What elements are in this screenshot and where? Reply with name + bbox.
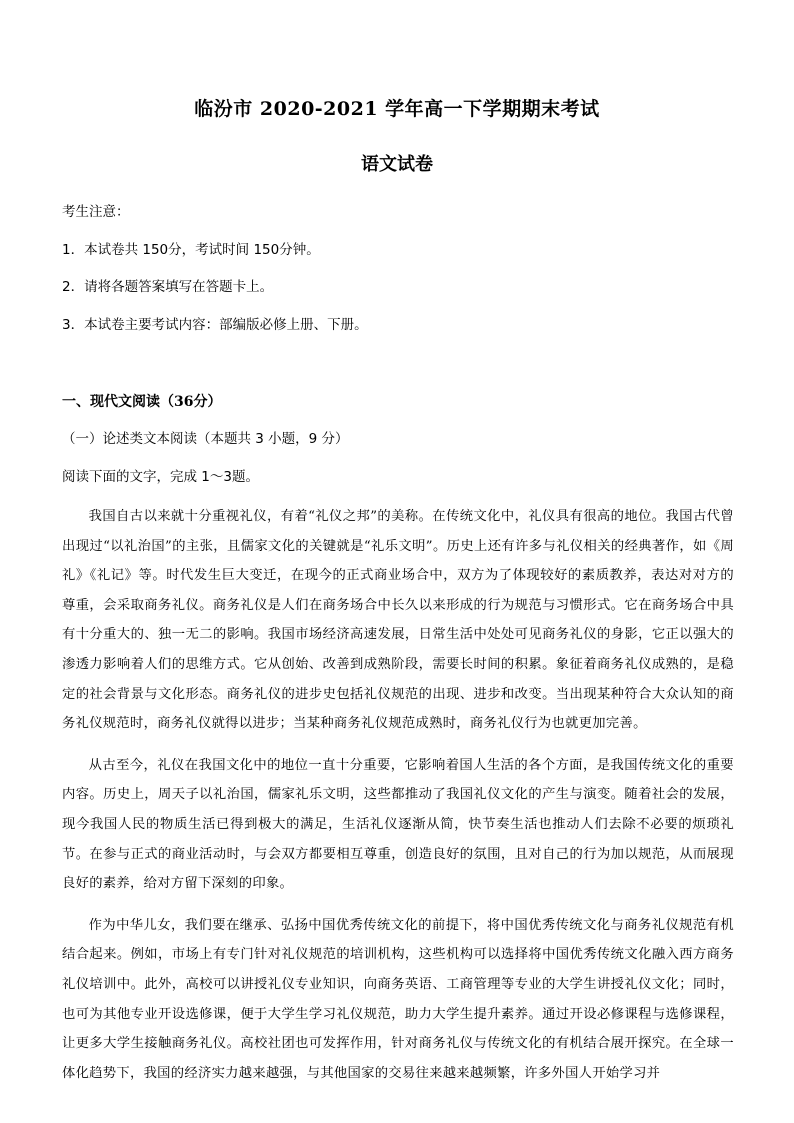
passage-paragraph: 从古至今，礼仪在我国文化中的地位一直十分重要，它影响着国人生活的各个方面，是我国传统文化的重要内容。历史上，周天子以礼治国，儒家礼乐文明，这些都推动了我国礼仪文化的产生与演变。随着社会的发展，现今我国人民的物质生活已得到极大的满足，生活礼仪逐渐从简，快节奏生活也推动人们去除不必要的烦琐礼节。在参与正式的商业活动时，与会双方都要相互尊重，创造良好的氛围，且对自己的行为加以规范，从而展现良好的素养，给对方留下深刻的印象。 [62, 757, 734, 892]
notice-item: 1．本试卷共 150分，考试时间 150分钟。 [62, 242, 320, 258]
notice-item: 3．本试卷主要考试内容：部编版必修上册、下册。 [62, 317, 368, 333]
section-subheading: （一）论述类文本阅读（本题共 3 小题，9 分） [62, 431, 349, 447]
section-heading: 一、现代文阅读（36分） [62, 394, 222, 410]
passage-paragraph: 我国自古以来就十分重视礼仪，有着“礼仪之邦”的美称。在传统文化中，礼仪具有很高的地位。我国古代曾出现过“以礼治国”的主张，且儒家文化的关键就是“礼乐文明”。历史上还有许多与礼仪相关的经典著作，如《周礼》《礼记》等。时代发生巨大变迁，在现今的正式商业场合中，双方为了体现较好的素质教养，表达对对方的尊重，会采取商务礼仪。商务礼仪是人们在商务场合中长久以来形成的行为规范与习惯形式。它在商务场合中具有十分重大的、独一无二的影响。我国市场经济高速发展，日常生活中处处可见商务礼仪的身影，它正以强大的渗透力影响着人们的思维方式。它从创始、改善到成熟阶段，需要长时间的积累。象征着商务礼仪成熟的，是稳定的社会背景与文化形态。商务礼仪的进步史包括礼仪规范的出现、进步和改变。当出现某种符合大众认知的商务礼仪规范时，商务礼仪就得以进步；当某种商务礼仪规范成熟时，商务礼仪行为也就更加完善。 [62, 509, 734, 732]
reading-instruction: 阅读下面的文字，完成 1～3题。 [62, 469, 259, 485]
reading-passage [62, 502, 734, 1088]
exam-title: 临汾市 2020-2021 学年高一下学期期末考试 [194, 98, 600, 120]
notice-heading: 考生注意： [62, 204, 130, 220]
notice-item: 2．请将各题答案填写在答题卡上。 [62, 279, 274, 295]
passage-paragraph: 作为中华儿女，我们要在继承、弘扬中国优秀传统文化的前提下，将中国优秀传统文化与商务礼仪规范有机结合起来。例如，市场上有专门针对礼仪规范的培训机构，这些机构可以选择将中国优秀传统文化融入西方商务礼仪培训中。此外，高校可以讲授礼仪专业知识，向商务英语、工商管理等专业的大学生讲授礼仪文化；同时，也可为其他专业开设选修课，便于大学生学习礼仪规范，助力大学生提升素养。通过开设必修课程与选修课程，让更多大学生接触商务礼仪。高校社团也可发挥作用，针对商务礼仪与传统文化的有机结合展开探究。在全球一体化趋势下，我国的经济实力越来越强，与其他国家的交易往来越来越频繁，许多外国人开始学习并 [62, 917, 734, 1081]
exam-subtitle: 语文试卷 [361, 154, 433, 175]
